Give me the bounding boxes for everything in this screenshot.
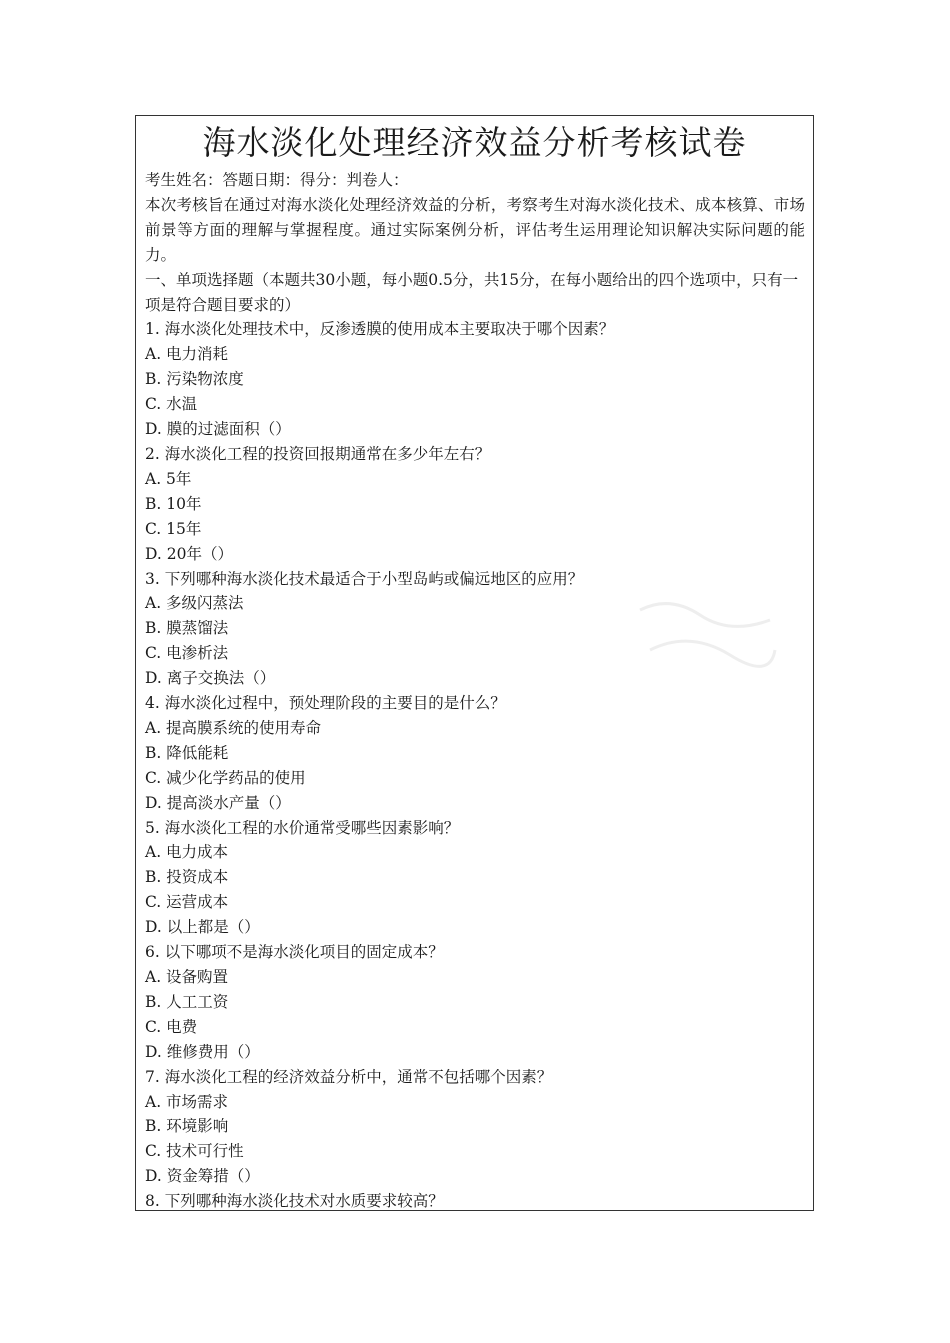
question-3 bbox=[145, 567, 805, 692]
exam-content bbox=[136, 168, 813, 1211]
option-a: A. 提高膜系统的使用寿命 bbox=[145, 718, 322, 737]
option-d: D. 20年（） bbox=[145, 544, 233, 563]
question-8 bbox=[145, 1189, 805, 1211]
question-stem: 3. 下列哪种海水淡化技术最适合于小型岛屿或偏远地区的应用？ bbox=[145, 569, 584, 588]
option-b: B. 降低能耗 bbox=[145, 743, 229, 762]
option-c: C. 15年 bbox=[145, 519, 202, 538]
question-stem: 1. 海水淡化处理技术中，反渗透膜的使用成本主要取决于哪个因素？ bbox=[145, 320, 615, 339]
candidate-info-line: 考生姓名：答题日期：得分：判卷人： bbox=[145, 171, 409, 189]
option-a: A. 多级闪蒸法 bbox=[145, 594, 244, 613]
option-b: B. 投资成本 bbox=[145, 868, 229, 887]
option-c: C. 水温 bbox=[145, 395, 198, 414]
question-7 bbox=[145, 1065, 805, 1190]
option-d: D. 离子交换法（） bbox=[145, 669, 276, 688]
question-stem: 8. 下列哪种海水淡化技术对水质要求较高？ bbox=[145, 1192, 444, 1211]
question-stem: 2. 海水淡化工程的投资回报期通常在多少年左右？ bbox=[145, 444, 491, 463]
option-a: A. 市场需求 bbox=[145, 1092, 229, 1111]
option-c: C. 电费 bbox=[145, 1017, 198, 1036]
question-1 bbox=[145, 317, 805, 442]
option-a: A. 5年 bbox=[145, 469, 192, 488]
option-c: C. 减少化学药品的使用 bbox=[145, 768, 306, 787]
option-a: A. 电力消耗 bbox=[145, 345, 229, 364]
exam-title: 海水淡化处理经济效益分析考核试卷 bbox=[202, 123, 747, 162]
exam-paper-frame bbox=[135, 115, 814, 1211]
section-heading: 一、单项选择题（本题共30小题，每小题0.5分，共15分，在每小题给出的四个选项中，只有一项是符合题目要求的） bbox=[145, 270, 799, 314]
question-4 bbox=[145, 691, 805, 816]
option-b: B. 人工工资 bbox=[145, 992, 229, 1011]
option-b: B. 膜蒸馏法 bbox=[145, 619, 229, 638]
question-stem: 7. 海水淡化工程的经济效益分析中，通常不包括哪个因素？ bbox=[145, 1067, 553, 1086]
option-b: B. 污染物浓度 bbox=[145, 370, 244, 389]
question-stem: 4. 海水淡化过程中，预处理阶段的主要目的是什么？ bbox=[145, 694, 506, 713]
option-d: D. 以上都是（） bbox=[145, 918, 260, 937]
option-c: C. 运营成本 bbox=[145, 893, 229, 912]
question-stem: 6. 以下哪项不是海水淡化项目的固定成本？ bbox=[145, 943, 444, 962]
option-c: C. 电渗析法 bbox=[145, 644, 229, 663]
option-b: B. 10年 bbox=[145, 494, 202, 513]
option-c: C. 技术可行性 bbox=[145, 1142, 244, 1161]
question-6 bbox=[145, 940, 805, 1065]
option-d: D. 膜的过滤面积（） bbox=[145, 420, 291, 439]
question-5 bbox=[145, 816, 805, 941]
question-stem: 5. 海水淡化工程的水价通常受哪些因素影响？ bbox=[145, 818, 460, 837]
option-a: A. 电力成本 bbox=[145, 843, 229, 862]
option-d: D. 维修费用（） bbox=[145, 1042, 260, 1061]
exam-intro: 本次考核旨在通过对海水淡化处理经济效益的分析，考察考生对海水淡化技术、成本核算、市场前景等方面的理解与掌握程度。通过实际案例分析，评估考生运用理论知识解决实际问题的能力。 bbox=[145, 195, 805, 264]
option-d: D. 提高淡水产量（） bbox=[145, 793, 291, 812]
option-a: A. 设备购置 bbox=[145, 968, 229, 986]
option-d: D. 资金筹措（） bbox=[145, 1167, 260, 1186]
question-2 bbox=[145, 442, 805, 567]
option-b: B. 环境影响 bbox=[145, 1117, 229, 1136]
